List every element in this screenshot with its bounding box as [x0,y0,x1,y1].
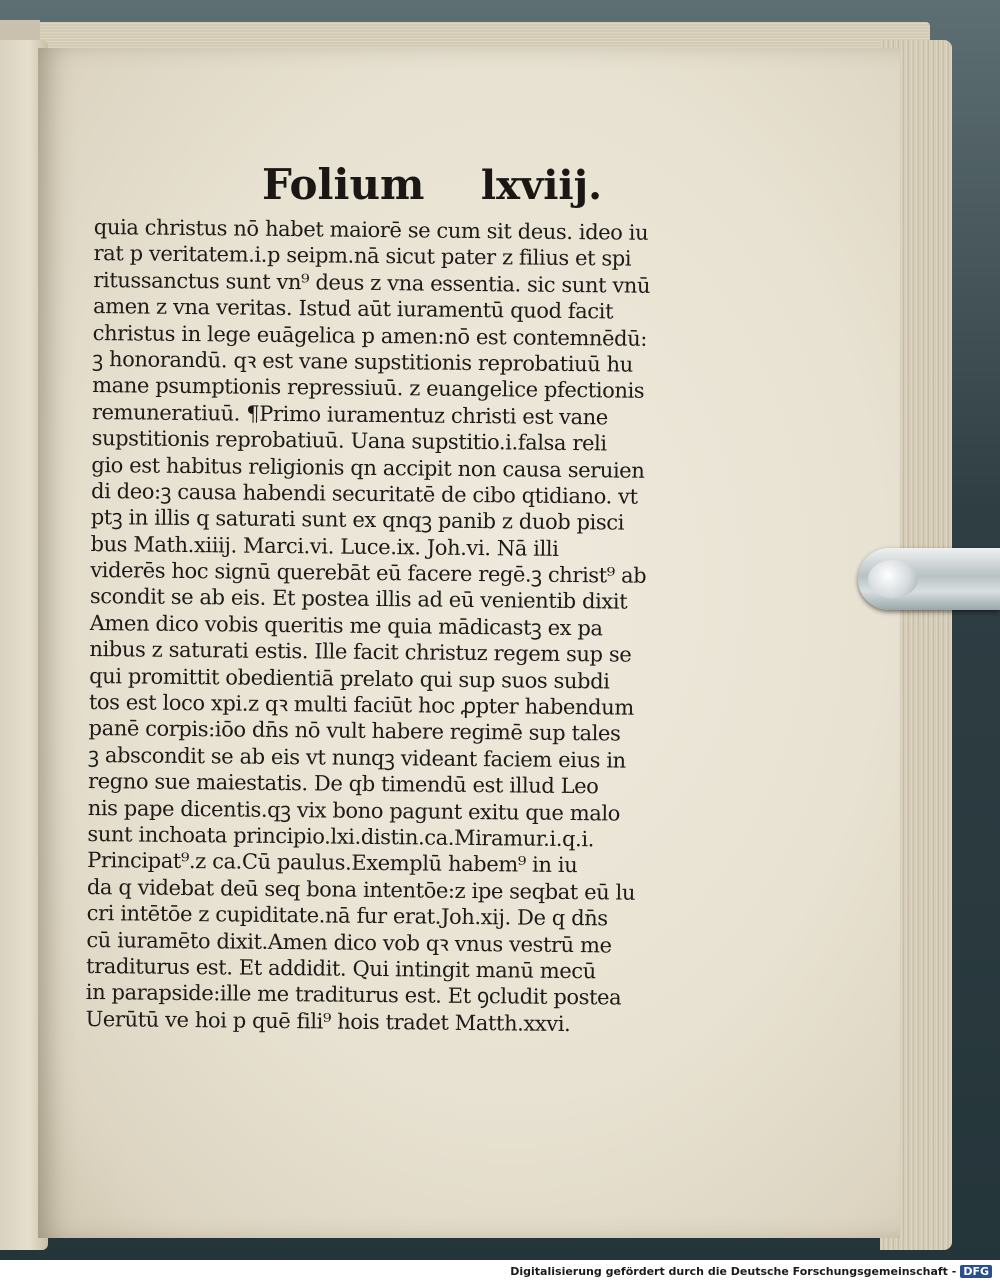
folio-word: Folium [262,160,425,209]
text-line: rat p veritatem.i.p seipm.nā sicut pater z filius et spi [93,241,632,272]
folio-number: lxviij. [480,162,602,209]
text-line: ptꝫ in illis q saturati sunt ex qnqꝫ panib z duob pisci [90,505,625,535]
text-line: panē corpis:iōo dn̄s nō vult habere regimē sup tales [88,716,621,746]
text-line: di deo:ꝫ causa habendi securitatē de cibo qtidiano. vt [90,478,638,509]
text-line: in parapside:ille me traditurus est. Et ꝯcludit postea [85,980,622,1010]
text-line: viderēs hoc signū querebāt eū facere regē.ꝫ christ⁹ ab [90,558,647,588]
text-line: ꝫ abscondit se ab eis vt nunqꝫ videant faciem eius in [88,742,626,773]
text-line: regno sue maiestatis. De qb timendū est illud Leo [87,769,599,799]
text-line: bus Math.xiiij. Marci.vi. Luce.ix. Joh.vi. Nā illi [90,531,559,561]
text-line: ꝫ honorandū. qꝛ est vane supstitionis reprobatiuū hu [92,346,633,377]
text-line: nibus z saturati estis. Ille facit christuz regem sup se [89,637,632,667]
text-line: cri intētōe z cupiditate.nā fur erat.Joh.xij. De q dn̄s [86,901,608,931]
body-text [85,214,684,1038]
text-line: Principat⁹.z ca.Cū paulus.Exemplū habem⁹ in iu [87,848,578,878]
text-line: gio est habitus religionis qn accipit non causa seruien [91,452,645,483]
text-line: amen z vna veritas. Istud aūt iuramentū quod facit [92,294,614,324]
text-line: scondit se ab eis. Et postea illis ad eū venientib dixit [89,584,628,615]
text-line: remuneratiuū. ¶Primo iuramentuz christi est vane [91,399,608,430]
folio-header [262,160,602,216]
text-line: traditurus est. Et addidit. Qui intingit manū mecū [86,953,596,984]
text-line: da q videbat deū seq bona intentōe:z ipe seqbat eū lu [86,874,636,905]
text-line: mane psumptionis repressiuū. z euangelice pfectionis [92,373,645,404]
text-line: tos est loco xpi.z qꝛ multi faciūt hoc ꝓpter habendum [88,690,634,720]
text-line: Amen dico vobis queritis me quia mādicastꝫ ex pa [89,610,603,641]
footer-bar [0,1260,1000,1283]
text-line: christus in lege euāgelica p amen:nō est contemnēdū: [92,320,648,351]
text-line: ritussanctus sunt vn⁹ deus z vna essentia. sic sunt vnū [93,267,651,298]
text-line: Uerūtū ve hoi p quē fili⁹ hois tradet Matth.xxvi. [85,1006,571,1036]
text-line: sunt inchoata principio.lxi.distin.ca.Miramur.i.q.i. [87,821,595,852]
text-line: qui promittit obedientiā prelato qui sup suos subdi [89,663,610,694]
dfg-logo: DFG [960,1265,992,1278]
footer-credit: Digitalisierung gefördert durch die Deutsche Forschungsgemeinschaft - [510,1265,957,1278]
text-line: supstitionis reprobatiuū. Uana supstitio.i.falsa reli [91,426,607,456]
bookmark-tip [868,560,918,598]
text-line: nis pape dicentis.qꝫ vix bono pagunt exitu que malo [87,795,621,826]
text-line: quia christus nō habet maiorē se cum sit deus. ideo iu [93,214,649,245]
text-line: cū iuramēto dixit.Amen dico vob qꝛ vnus vestrū me [86,927,612,958]
